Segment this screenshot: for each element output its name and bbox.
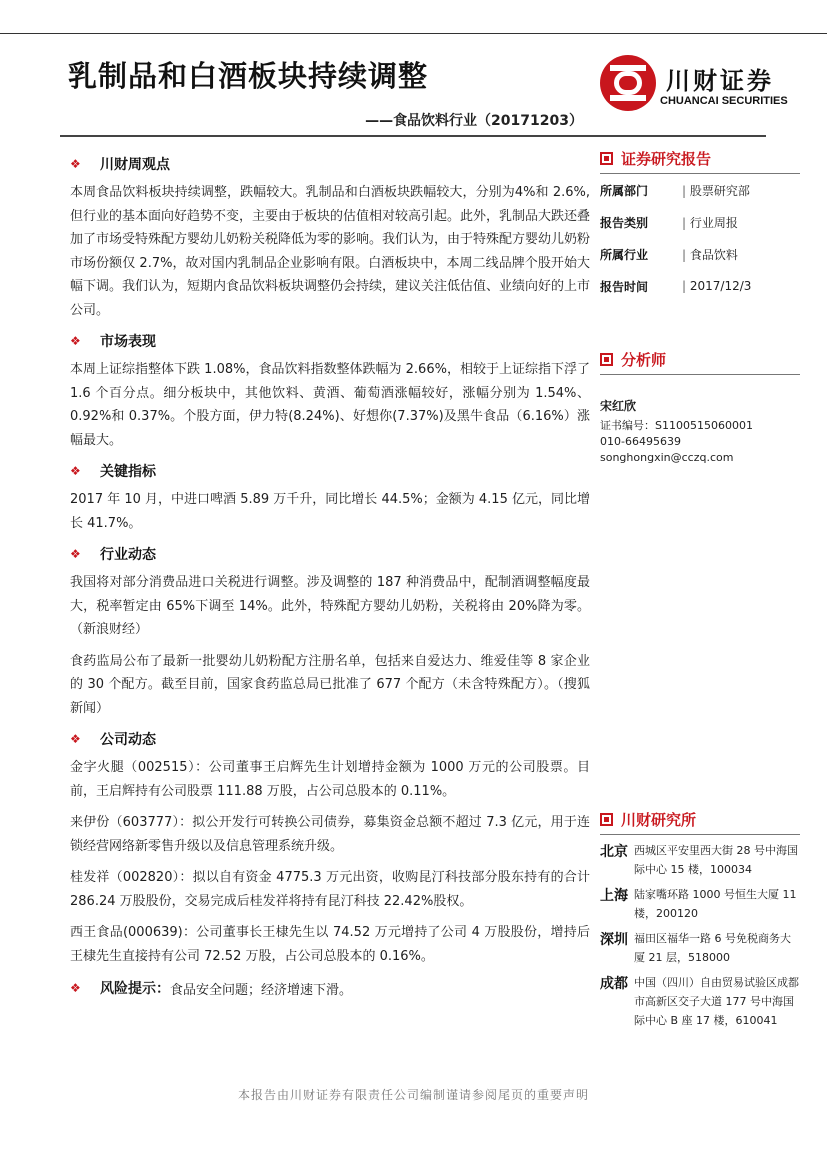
risk-text: 食品安全问题；经济增速下滑。 <box>170 982 353 998</box>
paragraph: 食药监局公布了最新一批婴幼儿奶粉配方注册名单，包括来自爱达力、维爱佳等 8 家企业的 30 个配方。截至目前，国家食药监总局已批准了 677 个配方（未含特殊配方）。（搜狐新闻） <box>70 653 590 716</box>
diamond-bullet-icon: ❖ <box>70 547 81 561</box>
section-heading: ❖ 市场表现 <box>70 334 156 350</box>
square-bullet-icon <box>600 152 613 165</box>
office-entry: 深圳 福田区福华一路 6 号免税商务大厦 21 层，518000 <box>600 932 791 964</box>
paragraph: 本周上证综指整体下跌 1.08%，食品饮料指数整体跌幅为 2.66%，相较于上证综指下浮了 1.6 个百分点。细分板块中，其他饮料、黄酒、葡萄酒涨幅较好，涨幅分别为 1.54%、0.92%和 0.37%。个股方面，伊力特(8.24%)、好想你(7.37%)及黑牛食品（6.16%）涨幅最大。 <box>70 362 590 448</box>
main-content <box>70 145 590 998</box>
risk-warning <box>70 978 590 998</box>
analyst-name: 宋红欣 <box>600 399 637 413</box>
paragraph: 2017 年 10 月，中进口啤酒 5.89 万千升，同比增长 44.5%；金额为 4.15 亿元，同比增长 41.7%。 <box>70 492 590 531</box>
office-entry: 成都 中国（四川）自由贸易试验区成都市高新区交子大道 177 号中海国际中心 B 座 17 楼，610041 <box>600 976 799 1027</box>
sidebar-heading-institute: 川财研究所 <box>600 806 800 832</box>
report-info-row: 报告类别 | 行业周报 <box>600 206 800 238</box>
section-company-news <box>70 728 590 968</box>
diamond-bullet-icon: ❖ <box>70 981 81 995</box>
section-industry-news <box>70 543 590 720</box>
paragraph: 西王食品(000639)：公司董事长王棣先生以 74.52 万元增持了公司 4 万股股份，增持后王棣先生直接持有公司 72.52 万股，占公司总股本的 0.16%。 <box>70 925 590 964</box>
header-rule <box>60 135 766 137</box>
section-key-indicators <box>70 460 590 535</box>
diamond-bullet-icon: ❖ <box>70 464 81 478</box>
report-info-row: 所属部门 | 股票研究部 <box>600 174 800 206</box>
paragraph: 我国将对部分消费品进口关税进行调整。涉及调整的 187 种消费品中，配制酒调整幅度最大，税率暂定由 65%下调至 14%。此外，特殊配方婴幼儿奶粉，关税将由 20%降为零。（新浪财经） <box>70 575 590 637</box>
divider <box>600 374 800 375</box>
divider <box>600 834 800 835</box>
diamond-bullet-icon: ❖ <box>70 157 81 171</box>
analyst-cert: 证书编号：S1100515060001 <box>600 419 753 432</box>
sidebar-heading-report: 证券研究报告 <box>600 145 800 171</box>
top-rule <box>0 33 827 34</box>
square-bullet-icon <box>600 813 613 826</box>
square-bullet-icon <box>600 353 613 366</box>
section-weekly-view <box>70 153 590 322</box>
section-market-performance <box>70 330 590 452</box>
logo-emblem-icon <box>600 55 656 111</box>
footer-disclaimer: 本报告由川财证券有限责任公司编制谨请参阅尾页的重要声明 <box>237 1088 589 1102</box>
paragraph: 桂发祥（002820）：拟以自有资金 4775.3 万元出资，收购昆汀科技部分股东持有的合计 286.24 万股股份，交易完成后桂发祥将持有昆汀科技 22.42%股权。 <box>70 870 590 909</box>
section-heading: ❖ 关键指标 <box>70 464 156 480</box>
office-entry: 北京 西城区平安里西大街 28 号中海国际中心 15 楼，100034 <box>600 844 798 876</box>
company-logo <box>600 55 800 115</box>
office-entry: 上海 陆家嘴环路 1000 号恒生大厦 11 楼，200120 <box>600 888 797 920</box>
diamond-bullet-icon: ❖ <box>70 334 81 348</box>
diamond-bullet-icon: ❖ <box>70 732 81 746</box>
paragraph: 本周食品饮料板块持续调整，跌幅较大。乳制品和白酒板块跌幅较大，分别为4%和 2.6%,但行业的基本面向好趋势不变，主要由于板块的估值相对较高引起。此外，乳制品大跌还叠加了市场受特殊配方婴幼儿奶粉关税降低为零的影响。我们认为，由于特殊配方婴幼儿奶粉市场份额仅 2.7%，故对国内乳制品企业影响有限。白酒板块中，本周二线品牌个股开始大幅下调。我们认为，短期内食品饮料板块调整仍会持续，建议关注低估值、业绩向好的上市公司。 <box>70 185 591 318</box>
report-info-row: 所属行业 | 食品饮料 <box>600 238 800 270</box>
paragraph: 金字火腿（002515）：公司董事王启辉先生计划增持金额为 1000 万元的公司股票。目前，王启辉持有公司股票 111.88 万股，占公司总股本的 0.11%。 <box>70 760 590 799</box>
sidebar <box>600 145 800 1030</box>
logo-chinese-name: 川财证券 <box>666 67 774 95</box>
report-title: 乳制品和白酒板块持续调整 <box>68 59 429 93</box>
analyst-phone: 010-66495639 <box>600 435 681 448</box>
section-heading: ❖ 川财周观点 <box>70 157 170 173</box>
section-heading: ❖ 公司动态 <box>70 732 156 748</box>
report-subtitle: ——食品饮料行业（20171203） <box>365 113 583 129</box>
paragraph: 来伊份（603777）：拟公开发行可转换公司债券，募集资金总额不超过 7.3 亿元，用于连锁经营网络新零售升级以及信息管理系统升级。 <box>70 815 590 854</box>
logo-english-name: CHUANCAI SECURITIES <box>660 95 788 107</box>
sidebar-heading-analyst: 分析师 <box>600 346 800 372</box>
analyst-email: songhongxin@cczq.com <box>600 451 734 464</box>
report-info-row: 报告时间 | 2017/12/3 <box>600 270 800 302</box>
section-heading: ❖ 行业动态 <box>70 547 156 563</box>
risk-label: 风险提示： <box>100 981 170 997</box>
